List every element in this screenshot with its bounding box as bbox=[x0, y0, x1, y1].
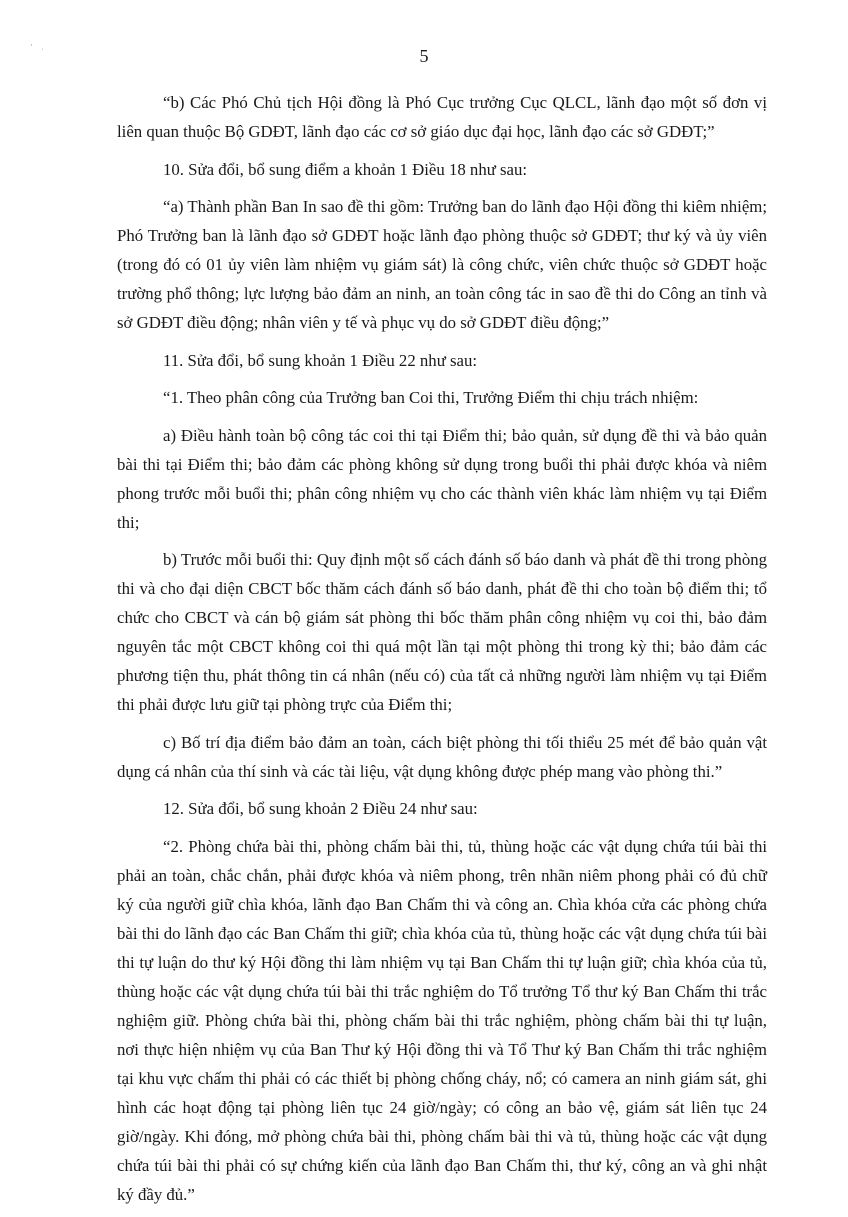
paragraph-amendment-11-heading: 11. Sửa đổi, bổ sung khoản 1 Điều 22 như sau: bbox=[163, 350, 478, 370]
paragraph-exam-site-head-duties: “1. Theo phân công của Trưởng ban Coi thi, Trưởng Điểm thi chịu trách nhiệm: bbox=[163, 388, 699, 407]
paragraph-exam-room-security: “2. Phòng chứa bài thi, phòng chấm bài thi, tủ, thùng hoặc các vật dụng chứa túi bài thi phải an toàn, chắc chắn, phải được khóa và niêm phong, trên nhãn niêm phong phải có đủ chữ ký của người giữ chìa khóa, lãnh đạo Ban Chấm thi và công an. Chìa khóa cửa các phòng chứa bài thi do lãnh đạo các Ban Chấm thi giữ; chìa khóa của tủ, thùng hoặc các vật dụng chứa túi bài thi tự luận do thư ký Hội đồng thi làm nhiệm vụ tại Ban Chấm thi tự luận giữ; chìa khóa của tủ, thùng hoặc các vật dụng chứa túi bài thi trắc nghiệm do Tổ trưởng Tổ thư ký Ban Chấm thi trắc nghiệm giữ. Phòng chứa bài thi, phòng chấm bài thi trắc nghiệm, phòng chấm bài thi tự luận, nơi thực hiện nhiệm vụ của Ban Thư ký Hội đồng thi và Tổ Thư ký Ban Chấm thi trắc nghiệm tại khu vực chấm thi phải có các thiết bị phòng chống cháy, nổ; có camera an ninh giám sát, ghi hình các hoạt động tại phòng liên tục 24 giờ/ngày; có công an bảo vệ, giám sát liên tục 24 giờ/ngày. Khi đóng, mở phòng chứa bài thi, phòng chấm bài thi và tủ, thùng hoặc các vật dụng chứa túi bài thi phải có sự chứng kiến của lãnh đạo Ban Chấm thi, thư ký, công an và ghi nhật ký đầy đủ.” bbox=[117, 836, 767, 1204]
paragraph-duty-c: c) Bố trí địa điểm bảo đảm an toàn, cách biệt phòng thi tối thiểu 25 mét để bảo quản vật dụng cá nhân của thí sinh và các tài liệu, vật dụng không được phép mang vào phòng thi.” bbox=[117, 732, 767, 781]
paragraph-amendment-10-heading: 10. Sửa đổi, bổ sung điểm a khoản 1 Điều 18 như sau: bbox=[163, 159, 528, 179]
document-body bbox=[117, 88, 767, 1217]
paragraph-amendment-12-heading: 12. Sửa đổi, bổ sung khoản 2 Điều 24 như sau: bbox=[163, 799, 478, 818]
paragraph-duty-b: b) Trước mỗi buổi thi: Quy định một số cách đánh số báo danh và phát đề thi trong phòng thi và cho đại diện CBCT bốc thăm cách đánh số báo danh, phát đề thi cho toàn bộ điểm thi; tổ chức cho CBCT và cán bộ giám sát phòng thi bốc thăm phân công nhiệm vụ coi thi, bảo đảm nguyên tắc một CBCT không coi thi quá một lần tại một phòng thi trong kỳ thi; bảo đảm các phương tiện thu, phát thông tin cá nhân (nếu có) của tất cả những người làm nhiệm vụ tại Điểm thi phải được lưu giữ tại phòng trực của Điểm thi; bbox=[117, 550, 767, 714]
paragraph-vice-chair-composition: “b) Các Phó Chủ tịch Hội đồng là Phó Cục trưởng Cục QLCL, lãnh đạo một số đơn vị liên quan thuộc Bộ GDĐT, lãnh đạo các cơ sở giáo dục đại học, lãnh đạo các sở GDĐT;” bbox=[117, 93, 767, 141]
scan-speckles: · ˌ bbox=[30, 40, 48, 50]
paragraph-print-board-composition: “a) Thành phần Ban In sao đề thi gồm: Trưởng ban do lãnh đạo Hội đồng thi kiêm nhiệm; Phó Trưởng ban là lãnh đạo sở GDĐT hoặc lãnh đạo phòng thuộc sở GDĐT; thư ký và ủy viên (trong đó có 01 ủy viên làm nhiệm vụ giám sát) là công chức, viên chức thuộc sở GDĐT hoặc trường phổ thông; lực lượng bảo đảm an ninh, an toàn công tác in sao đề thi do Công an tỉnh và sở GDĐT điều động; nhân viên y tế và phục vụ do sở GDĐT điều động;” bbox=[117, 197, 767, 332]
paragraph-duty-a: a) Điều hành toàn bộ công tác coi thi tại Điểm thi; bảo quản, sử dụng đề thi và bảo quản bài thi tại Điểm thi; bảo đảm các phòng không sử dụng trong buổi thi phải được khóa và niêm phong trước mỗi buổi thi; phân công nhiệm vụ cho các thành viên khác làm nhiệm vụ tại Điểm thi; bbox=[117, 425, 767, 532]
page-number: 5 bbox=[419, 46, 429, 66]
